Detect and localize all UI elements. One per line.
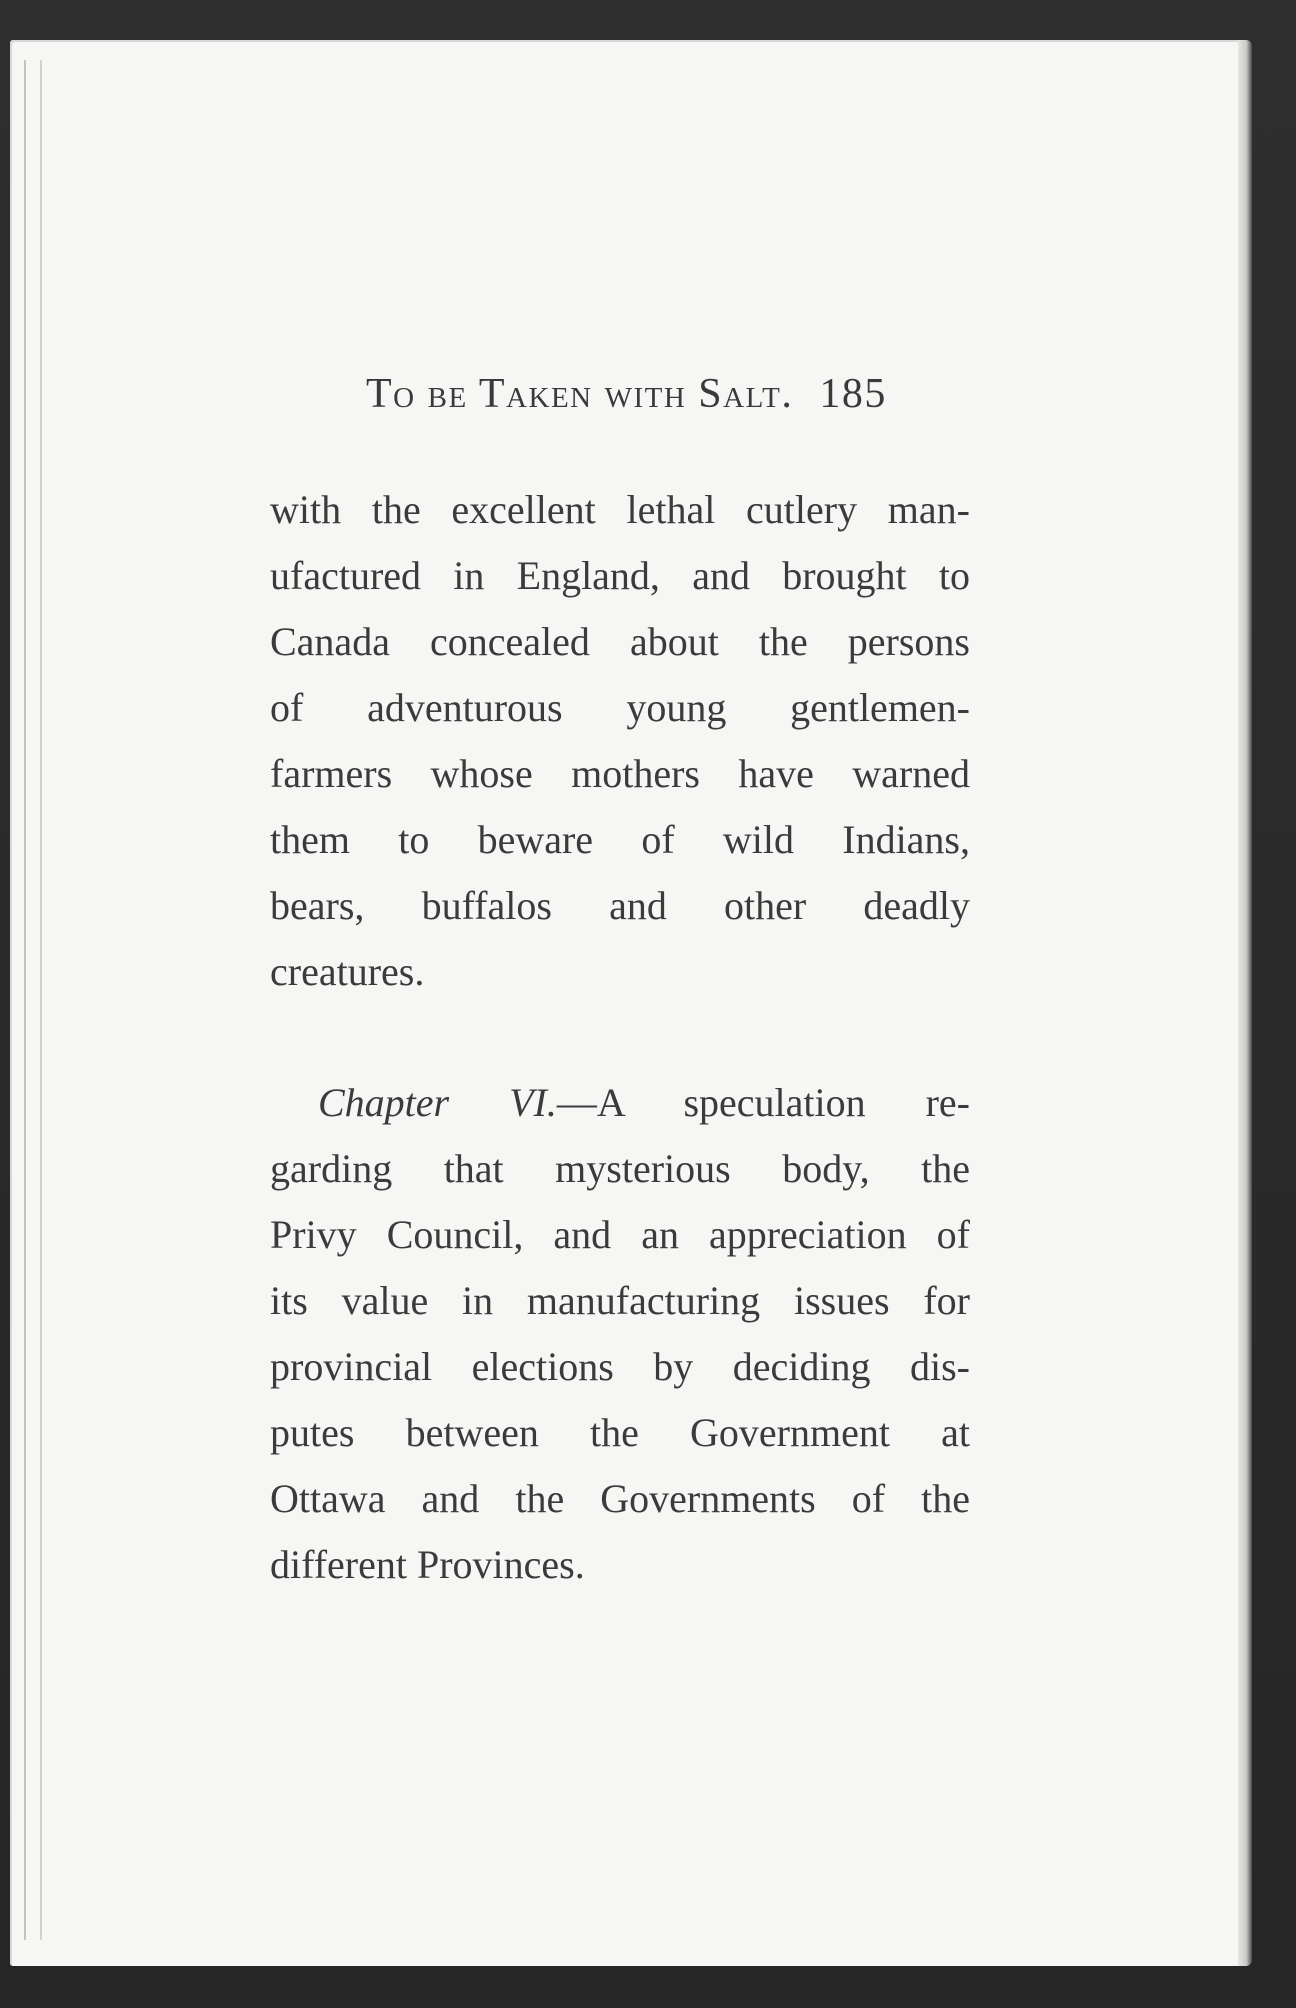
text-line: Ottawa and the Governments of the: [270, 1476, 970, 1521]
chapter-first-line-rest: —A speculation re-: [556, 1080, 970, 1125]
text-line: them to beware of wild Indians,: [270, 817, 970, 862]
text-line: creatures.: [270, 949, 425, 994]
text-line: farmers whose mothers have warned: [270, 751, 970, 796]
text-line: different Provinces.: [270, 1542, 585, 1587]
text-line: Privy Council, and an appreciation of: [270, 1212, 970, 1257]
chapter-label: Chapter VI.: [318, 1080, 557, 1125]
page-number: 185: [819, 371, 887, 417]
chapter-first-line: [270, 1070, 970, 1136]
text-line: garding that mysterious body, the: [270, 1146, 970, 1191]
text-line: of adventurous young gentlemen-: [270, 685, 970, 730]
text-line: ufactured in England, and brought to: [270, 553, 970, 598]
page-edge: [1238, 40, 1252, 1966]
text-line: with the excellent lethal cutlery man-: [270, 487, 970, 532]
text-line: provincial elections by deciding dis-: [270, 1344, 970, 1389]
paragraph-2: [270, 1070, 970, 1598]
text-line: putes between the Government at: [270, 1410, 970, 1455]
text-line: Canada concealed about the persons: [270, 619, 970, 664]
paragraph-1: [270, 477, 970, 1005]
binding-stitch: [24, 60, 56, 1940]
text-line: its value in manufacturing issues for: [270, 1278, 970, 1323]
running-head: [366, 370, 966, 418]
running-head-title: To be Taken with Salt.: [366, 371, 794, 417]
text-line: bears, buffalos and other deadly: [270, 883, 970, 928]
